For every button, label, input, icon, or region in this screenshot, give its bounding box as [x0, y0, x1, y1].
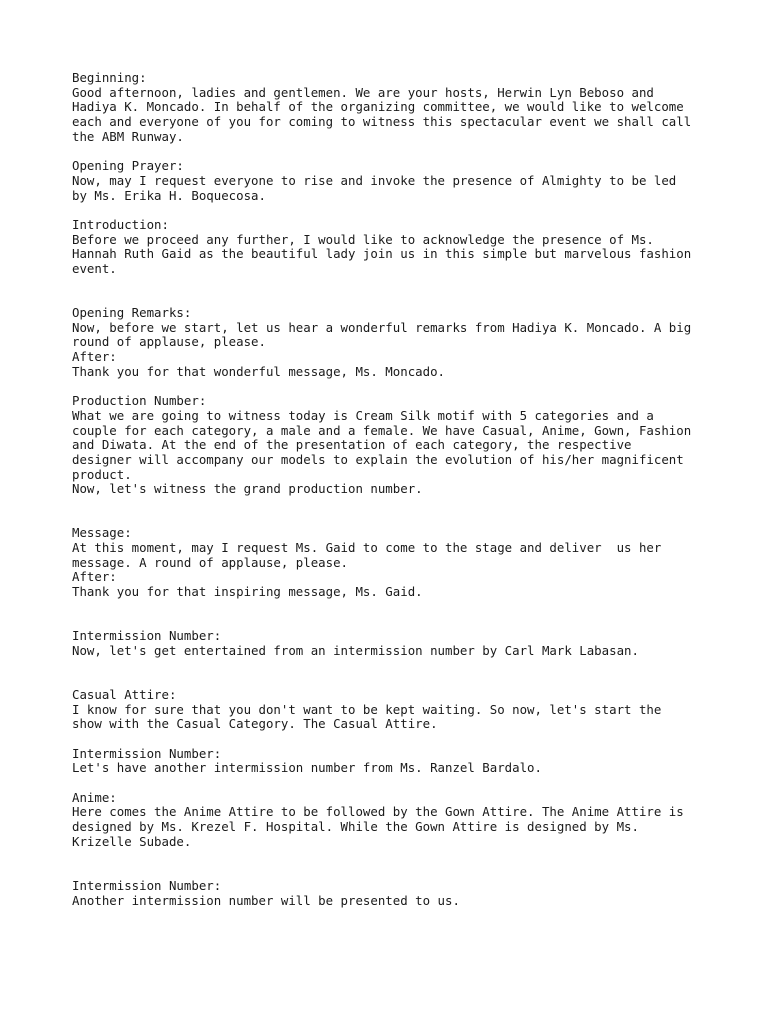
- section-heading: Anime:: [72, 789, 117, 805]
- section-text-line: Good afternoon, ladies and gentlemen. We are your hosts, Herwin Lyn Beboso and: [72, 84, 654, 100]
- script-section: [72, 306, 752, 394]
- blank-line: [72, 659, 752, 674]
- section-text-line: Before we proceed any further, I would like to acknowledge the presence of Ms.: [72, 231, 654, 247]
- blank-line: [72, 673, 752, 688]
- section-text-line: Another intermission number will be presented to us.: [72, 892, 460, 908]
- blank-line: [72, 864, 752, 879]
- section-text-line: Let's have another intermission number from Ms. Ranzel Bardalo.: [72, 760, 542, 776]
- script-document: [72, 71, 752, 908]
- section-text-line: Now, let's get entertained from an intermission number by Carl Mark Labasan.: [72, 642, 639, 658]
- script-section: [72, 879, 752, 908]
- section-text-line: I know for sure that you don't want to be kept waiting. So now, let's start the: [72, 701, 662, 717]
- blank-line: [72, 512, 752, 527]
- section-heading: Opening Prayer:: [72, 158, 184, 174]
- blank-line: [72, 849, 752, 864]
- script-section: [72, 629, 752, 688]
- section-text-line: each and everyone of you for coming to witness this spectacular event we shall call: [72, 114, 692, 130]
- script-section: [72, 159, 752, 218]
- section-text-line: What we are going to witness today is Cream Silk motif with 5 categories and a: [72, 407, 654, 423]
- section-heading: Intermission Number:: [72, 877, 222, 893]
- section-text-line: Hannah Ruth Gaid as the beautiful lady join us in this simple but marvelous fashion: [72, 246, 692, 262]
- section-heading: Opening Remarks:: [72, 305, 192, 320]
- section-text-line: Now, before we start, let us hear a wonderful remarks from Hadiya K. Moncado. A big: [72, 319, 692, 335]
- section-text-line: Krizelle Subade.: [72, 833, 192, 849]
- section-text-line: and Diwata. At the end of the presentation of each category, the respective: [72, 437, 632, 453]
- blank-line: [72, 277, 752, 292]
- section-text-line: Hadiya K. Moncado. In behalf of the organizing committee, we would like to welcome: [72, 99, 684, 115]
- blank-line: [72, 732, 752, 747]
- script-section: [72, 791, 752, 879]
- blank-line: [72, 497, 752, 512]
- section-text-line: product.: [72, 466, 132, 482]
- blank-line: [72, 203, 752, 218]
- section-text-line: the ABM Runway.: [72, 128, 184, 144]
- section-text-line: designer will accompany our models to explain the evolution of his/her magnificent: [72, 451, 684, 467]
- section-text-line: After:: [72, 349, 117, 365]
- section-text-line: Thank you for that wonderful message, Ms. Moncado.: [72, 363, 445, 379]
- section-heading: Introduction:: [72, 216, 169, 232]
- script-section: [72, 71, 752, 159]
- script-section: [72, 394, 752, 526]
- section-text-line: After:: [72, 569, 117, 585]
- blank-line: [72, 614, 752, 629]
- blank-line: [72, 144, 752, 159]
- script-section: [72, 747, 752, 791]
- script-section: [72, 688, 752, 747]
- script-section: [72, 218, 752, 306]
- section-heading: Production Number:: [72, 393, 207, 409]
- section-heading: Intermission Number:: [72, 628, 222, 644]
- blank-line: [72, 379, 752, 394]
- section-heading: Message:: [72, 525, 132, 541]
- section-heading: Beginning:: [72, 70, 147, 85]
- section-text-line: show with the Casual Category. The Casual Attire.: [72, 716, 438, 732]
- section-text-line: Thank you for that inspiring message, Ms. Gaid.: [72, 584, 423, 600]
- script-section: [72, 526, 752, 629]
- section-text-line: message. A round of applause, please.: [72, 554, 349, 570]
- blank-line: [72, 291, 752, 306]
- blank-line: [72, 776, 752, 791]
- section-heading: Intermission Number:: [72, 745, 222, 761]
- section-text-line: At this moment, may I request Ms. Gaid to come to the stage and deliver us her: [72, 540, 662, 555]
- section-text-line: event.: [72, 260, 117, 276]
- section-text-line: by Ms. Erika H. Boquecosa.: [72, 187, 266, 203]
- section-heading: Casual Attire:: [72, 686, 177, 702]
- section-text-line: couple for each category, a male and a female. We have Casual, Anime, Gown, Fashion: [72, 422, 692, 438]
- section-text-line: round of applause, please.: [72, 334, 266, 350]
- section-text-line: Now, may I request everyone to rise and invoke the presence of Almighty to be led: [72, 172, 677, 188]
- section-text-line: designed by Ms. Krezel F. Hospital. While the Gown Attire is designed by Ms.: [72, 819, 639, 835]
- section-text-line: Here comes the Anime Attire to be followed by the Gown Attire. The Anime Attire is: [72, 804, 684, 820]
- blank-line: [72, 600, 752, 615]
- section-text-line: Now, let's witness the grand production number.: [72, 481, 423, 497]
